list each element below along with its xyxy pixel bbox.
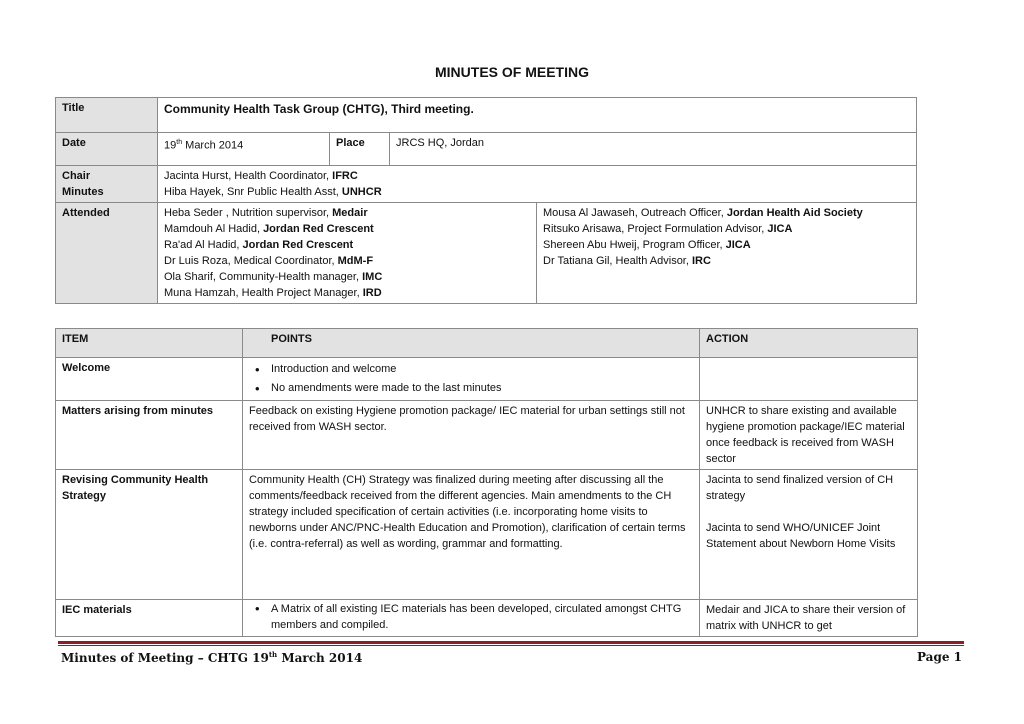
date-value: 19th March 2014 <box>158 133 330 166</box>
footer-page-number: Page 1 <box>916 650 962 664</box>
points-iec-materials <box>243 600 700 637</box>
document-title: MINUTES OF MEETING <box>435 64 589 80</box>
attended-label: Attended <box>56 203 158 304</box>
action-welcome <box>700 358 918 401</box>
item-iec-materials: IEC materials <box>56 600 243 637</box>
place-value: JRCS HQ, Jordan <box>390 133 917 166</box>
attended-list-right <box>537 203 917 304</box>
footer-rule-thin <box>58 645 964 646</box>
attendee: Ra'ad Al Hadid, Jordan Red Crescent <box>164 239 354 251</box>
chair-person: Jacinta Hurst, Health Coordinator, IFRC <box>164 170 358 182</box>
item-matters-arising: Matters arising from minutes <box>56 401 243 470</box>
points-welcome <box>243 358 700 401</box>
footer-rule <box>58 641 964 644</box>
item-welcome: Welcome <box>56 358 243 401</box>
attendee: Ola Sharif, Community-Health manager, IMC <box>164 271 383 283</box>
table-row <box>56 470 918 600</box>
attendee: Heba Seder , Nutrition supervisor, Medair <box>164 207 368 219</box>
action-iec-materials: Medair and JICA to share their version of matrix with UNHCR to get <box>700 600 918 637</box>
list-item: • No amendments were made to the last minutes <box>271 379 693 398</box>
meeting-header-table <box>55 97 917 304</box>
chair-minutes-label: Chair Minutes <box>56 166 158 203</box>
column-header-item: ITEM <box>56 329 243 358</box>
points-revising-strategy: Community Health (CH) Strategy was finalized during meeting after discussing all the comments/feedback received from the different agencies. Main amendments to the CH strategy included specification of certain activities (i.e. incorporating home visits to newborns under ANC/PNC-Health Education and Promotion), clarification of certain terms (i.e. contra-referral) as well as wording, grammar and formatting. <box>243 470 700 600</box>
attendee: Ritsuko Arisawa, Project Formulation Advisor, JICA <box>543 223 793 235</box>
action-revising-strategy: Jacinta to send finalized version of CH strategy Jacinta to send WHO/UNICEF Joint Statement about Newborn Home Visits <box>700 470 918 600</box>
footer-doc-info: Minutes of Meeting – CHTG 19th March 2014 <box>61 650 363 665</box>
column-header-points: POINTS <box>243 329 700 358</box>
table-row <box>56 401 918 470</box>
item-revising-strategy: Revising Community Health Strategy <box>56 470 243 600</box>
action-matters-arising: UNHCR to share existing and available hygiene promotion package/IEC material once feedback is received from WASH sector <box>700 401 918 470</box>
attendee: Mousa Al Jawaseh, Outreach Officer, Jordan Health Aid Society <box>543 207 863 219</box>
table-row <box>56 600 918 637</box>
title-value: Community Health Task Group (CHTG), Third meeting. <box>158 98 917 133</box>
place-label: Place <box>330 133 390 166</box>
table-row <box>56 358 918 401</box>
attended-list-left <box>158 203 537 304</box>
agenda-items-table <box>55 328 918 637</box>
attendee: Mamdouh Al Hadid, Jordan Red Crescent <box>164 223 374 235</box>
column-header-action: ACTION <box>700 329 918 358</box>
points-matters-arising: Feedback on existing Hygiene promotion package/ IEC material for urban settings still not received from WASH sector. <box>243 401 700 470</box>
date-label: Date <box>56 133 158 166</box>
list-item: • A Matrix of all existing IEC materials has been developed, circulated amongst CHTG members and compiled. <box>271 600 693 633</box>
title-label: Title <box>56 98 158 133</box>
list-item: • Introduction and welcome <box>271 360 693 379</box>
attendee: Dr Luis Roza, Medical Coordinator, MdM-F <box>164 255 374 267</box>
attendee: Shereen Abu Hweij, Program Officer, JICA <box>543 239 751 251</box>
chair-minutes-value <box>158 166 917 203</box>
attendee: Muna Hamzah, Health Project Manager, IRD <box>164 287 382 299</box>
attendee: Dr Tatiana Gil, Health Advisor, IRC <box>543 255 711 267</box>
minutes-person: Hiba Hayek, Snr Public Health Asst, UNHCR <box>164 186 382 198</box>
